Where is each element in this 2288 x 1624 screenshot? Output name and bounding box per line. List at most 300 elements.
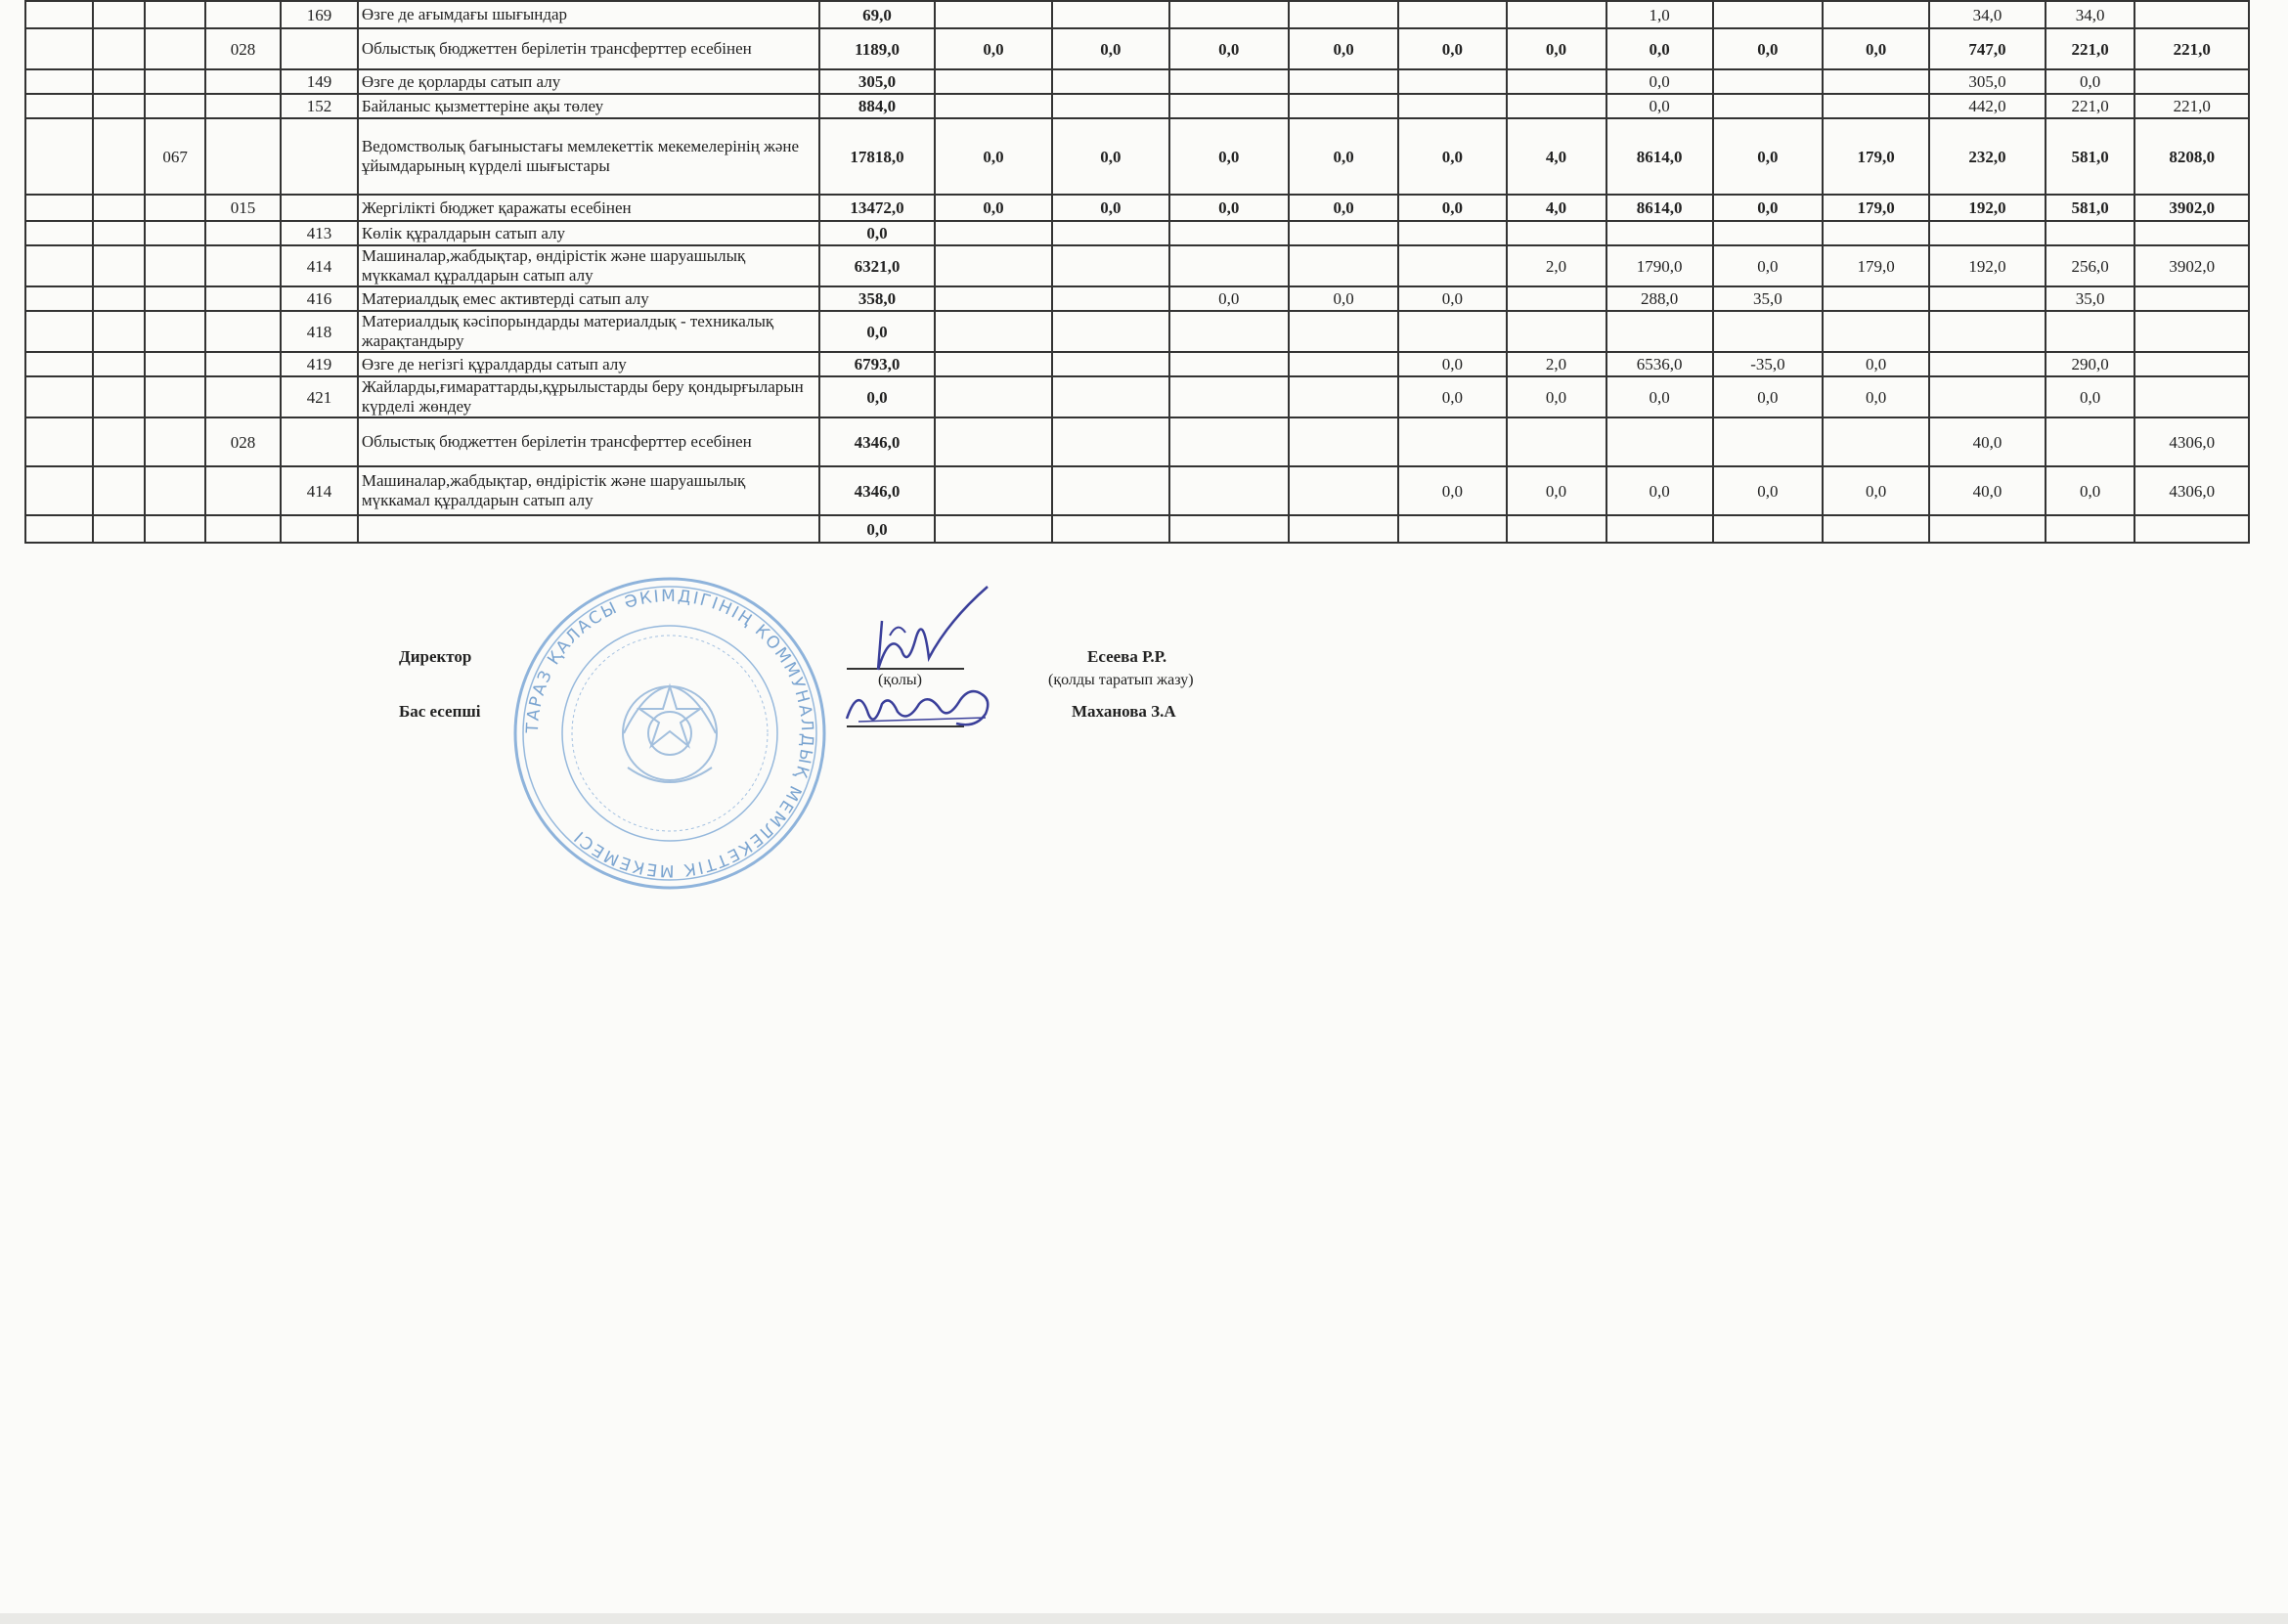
month-value-cell: [1929, 515, 2045, 543]
month-value-cell: [1052, 221, 1168, 245]
table-row: [25, 376, 2249, 417]
month-value-cell: 0,0: [1713, 118, 1823, 195]
month-value-cell: 0,0: [1052, 28, 1168, 69]
month-value-cell: [1169, 94, 1289, 118]
table-row: [25, 311, 2249, 352]
table-row: [25, 195, 2249, 221]
table-row: [25, 28, 2249, 69]
total-cell: 17818,0: [819, 118, 934, 195]
subprogram-code-cell: 028: [205, 417, 282, 466]
month-value-cell: 0,0: [1507, 376, 1606, 417]
table-row: [25, 118, 2249, 195]
month-value-cell: [1169, 352, 1289, 376]
month-value-cell: 1790,0: [1606, 245, 1713, 286]
month-value-cell: 192,0: [1929, 245, 2045, 286]
program-code-cell: [145, 417, 204, 466]
month-value-cell: 256,0: [2046, 245, 2135, 286]
month-value-cell: [1823, 311, 1929, 352]
month-value-cell: [1823, 221, 1929, 245]
accountant-name: Маханова З.А: [1072, 702, 1176, 721]
program-code-cell: [145, 195, 204, 221]
specifics-code-cell: 413: [281, 221, 358, 245]
month-value-cell: 0,0: [1289, 195, 1398, 221]
month-value-cell: [1713, 221, 1823, 245]
month-value-cell: [1507, 286, 1606, 311]
signature-block: [0, 606, 2288, 900]
item-name-cell: Өзге де ағымдағы шығындар: [358, 1, 820, 28]
month-value-cell: [1289, 311, 1398, 352]
total-cell: 884,0: [819, 94, 934, 118]
month-value-cell: [1929, 376, 2045, 417]
month-value-cell: [1169, 311, 1289, 352]
program-code-cell: [145, 311, 204, 352]
month-value-cell: [935, 69, 1052, 94]
month-value-cell: 2,0: [1507, 352, 1606, 376]
signature-caption: (қолы): [878, 672, 922, 688]
month-value-cell: 0,0: [1713, 245, 1823, 286]
month-value-cell: [1398, 311, 1506, 352]
month-value-cell: 0,0: [1052, 118, 1168, 195]
month-value-cell: [1713, 94, 1823, 118]
month-value-cell: [1606, 515, 1713, 543]
month-value-cell: 0,0: [1398, 286, 1506, 311]
month-value-cell: [1823, 69, 1929, 94]
month-value-cell: 0,0: [1398, 352, 1506, 376]
month-value-cell: [1507, 417, 1606, 466]
month-value-cell: [1289, 94, 1398, 118]
code-cell: [25, 118, 93, 195]
month-value-cell: [1713, 1, 1823, 28]
month-value-cell: 747,0: [1929, 28, 2045, 69]
subprogram-code-cell: 028: [205, 28, 282, 69]
month-value-cell: [1169, 221, 1289, 245]
total-cell: 0,0: [819, 376, 934, 417]
month-value-cell: 40,0: [1929, 466, 2045, 515]
month-value-cell: [1823, 417, 1929, 466]
month-value-cell: 581,0: [2046, 118, 2135, 195]
subprogram-code-cell: [205, 94, 282, 118]
month-value-cell: 4306,0: [2134, 417, 2249, 466]
item-name-cell: Материалдық кәсіпорындарды материалдық - техникалық жарақтандыру: [358, 311, 820, 352]
specifics-code-cell: 169: [281, 1, 358, 28]
month-value-cell: [2134, 221, 2249, 245]
month-value-cell: 0,0: [1169, 118, 1289, 195]
month-value-cell: 232,0: [1929, 118, 2045, 195]
month-value-cell: [1289, 515, 1398, 543]
month-value-cell: 0,0: [2046, 69, 2135, 94]
month-value-cell: [935, 221, 1052, 245]
total-cell: 6793,0: [819, 352, 934, 376]
month-value-cell: [1398, 221, 1506, 245]
stamp-text: ТАРАЗ ҚАЛАСЫ ӘКІМДІГІНІҢ КОММУНАЛДЫҚ МЕМЛЕКЕТТІК МЕКЕМЕСІ: [522, 586, 817, 881]
month-value-cell: 0,0: [1507, 28, 1606, 69]
month-value-cell: [1713, 515, 1823, 543]
item-name-cell: Машиналар,жабдықтар, өндірістік және шаруашылық мүккамал құралдарын сатып алу: [358, 466, 820, 515]
month-value-cell: [1713, 311, 1823, 352]
subprogram-code-cell: [205, 352, 282, 376]
code-cell: [25, 245, 93, 286]
subprogram-code-cell: [205, 1, 282, 28]
item-name-cell: Өзге де негізгі құралдарды сатып алу: [358, 352, 820, 376]
month-value-cell: 0,0: [1713, 376, 1823, 417]
month-value-cell: 221,0: [2134, 28, 2249, 69]
total-cell: 0,0: [819, 311, 934, 352]
month-value-cell: [1169, 69, 1289, 94]
item-name-cell: Машиналар,жабдықтар, өндірістік және шаруашылық мүккамал құралдарын сатып алу: [358, 245, 820, 286]
month-value-cell: [1823, 515, 1929, 543]
month-value-cell: [1052, 94, 1168, 118]
code-cell: [25, 195, 93, 221]
month-value-cell: 0,0: [1606, 94, 1713, 118]
table-row: [25, 515, 2249, 543]
director-handwritten-signature: [860, 582, 1007, 689]
table-row: [25, 1, 2249, 28]
program-cell: [93, 1, 145, 28]
month-value-cell: [1169, 417, 1289, 466]
subprogram-code-cell: [205, 311, 282, 352]
month-value-cell: [1169, 245, 1289, 286]
month-value-cell: [1169, 515, 1289, 543]
month-value-cell: [1398, 1, 1506, 28]
month-value-cell: [1823, 286, 1929, 311]
month-value-cell: [1289, 352, 1398, 376]
specifics-code-cell: 418: [281, 311, 358, 352]
month-value-cell: [935, 94, 1052, 118]
specifics-code-cell: 421: [281, 376, 358, 417]
month-value-cell: 288,0: [1606, 286, 1713, 311]
month-value-cell: 40,0: [1929, 417, 2045, 466]
month-value-cell: 0,0: [1398, 118, 1506, 195]
program-cell: [93, 352, 145, 376]
month-value-cell: 0,0: [1606, 376, 1713, 417]
item-name-cell: Облыстық бюджеттен берілетін трансферттер есебінен: [358, 28, 820, 69]
month-value-cell: 8614,0: [1606, 118, 1713, 195]
code-cell: [25, 466, 93, 515]
specifics-code-cell: [281, 195, 358, 221]
month-value-cell: 0,0: [1398, 28, 1506, 69]
total-cell: 6321,0: [819, 245, 934, 286]
month-value-cell: [2046, 221, 2135, 245]
total-cell: 358,0: [819, 286, 934, 311]
month-value-cell: 0,0: [1289, 118, 1398, 195]
month-value-cell: 0,0: [935, 195, 1052, 221]
month-value-cell: 6536,0: [1606, 352, 1713, 376]
month-value-cell: [935, 245, 1052, 286]
accountant-handwritten-signature: [839, 675, 1005, 733]
month-value-cell: [1398, 515, 1506, 543]
code-cell: [25, 352, 93, 376]
month-value-cell: 305,0: [1929, 69, 2045, 94]
month-value-cell: -35,0: [1713, 352, 1823, 376]
budget-table: [24, 0, 2250, 544]
month-value-cell: 0,0: [1713, 466, 1823, 515]
month-value-cell: [2134, 376, 2249, 417]
month-value-cell: 34,0: [1929, 1, 2045, 28]
program-cell: [93, 417, 145, 466]
month-value-cell: 0,0: [1289, 28, 1398, 69]
month-value-cell: 290,0: [2046, 352, 2135, 376]
subprogram-code-cell: [205, 245, 282, 286]
month-value-cell: [2134, 352, 2249, 376]
table-row: [25, 69, 2249, 94]
code-cell: [25, 311, 93, 352]
subprogram-code-cell: 015: [205, 195, 282, 221]
month-value-cell: [2046, 515, 2135, 543]
month-value-cell: [1289, 245, 1398, 286]
specifics-code-cell: [281, 515, 358, 543]
month-value-cell: [1052, 515, 1168, 543]
month-value-cell: [1606, 311, 1713, 352]
month-value-cell: [2134, 286, 2249, 311]
program-code-cell: [145, 1, 204, 28]
month-value-cell: 4,0: [1507, 118, 1606, 195]
month-value-cell: [1052, 286, 1168, 311]
table-row: [25, 417, 2249, 466]
month-value-cell: [1507, 515, 1606, 543]
month-value-cell: [1289, 466, 1398, 515]
month-value-cell: [1398, 417, 1506, 466]
month-value-cell: 0,0: [935, 118, 1052, 195]
month-value-cell: [2046, 417, 2135, 466]
month-value-cell: 0,0: [1398, 195, 1506, 221]
month-value-cell: [2134, 69, 2249, 94]
total-cell: 13472,0: [819, 195, 934, 221]
subprogram-code-cell: [205, 286, 282, 311]
code-cell: [25, 515, 93, 543]
program-code-cell: [145, 286, 204, 311]
total-cell: 0,0: [819, 515, 934, 543]
specifics-code-cell: 414: [281, 245, 358, 286]
program-cell: [93, 195, 145, 221]
month-value-cell: [1052, 376, 1168, 417]
program-cell: [93, 376, 145, 417]
month-value-cell: [1169, 376, 1289, 417]
month-value-cell: [1169, 466, 1289, 515]
total-cell: 1189,0: [819, 28, 934, 69]
month-value-cell: [1052, 69, 1168, 94]
month-value-cell: [935, 286, 1052, 311]
month-value-cell: [935, 417, 1052, 466]
month-value-cell: 0,0: [1052, 195, 1168, 221]
program-code-cell: 067: [145, 118, 204, 195]
month-value-cell: 0,0: [1606, 28, 1713, 69]
month-value-cell: [1169, 1, 1289, 28]
month-value-cell: [1929, 221, 2045, 245]
program-code-cell: [145, 466, 204, 515]
month-value-cell: [1823, 1, 1929, 28]
specifics-code-cell: [281, 417, 358, 466]
month-value-cell: 4,0: [1507, 195, 1606, 221]
month-value-cell: 8614,0: [1606, 195, 1713, 221]
program-cell: [93, 69, 145, 94]
program-cell: [93, 311, 145, 352]
month-value-cell: 0,0: [1507, 466, 1606, 515]
item-name-cell: Ведомстволық бағыныстағы мемлекеттік мекемелерінің және ұйымдарының күрделі шығыстары: [358, 118, 820, 195]
specifics-code-cell: 149: [281, 69, 358, 94]
month-value-cell: 4306,0: [2134, 466, 2249, 515]
month-value-cell: 0,0: [1398, 466, 1506, 515]
month-value-cell: [1507, 1, 1606, 28]
month-value-cell: 35,0: [2046, 286, 2135, 311]
month-value-cell: [1398, 245, 1506, 286]
scan-edge: [0, 1613, 2288, 1624]
month-value-cell: [1398, 69, 1506, 94]
program-code-cell: [145, 352, 204, 376]
code-cell: [25, 417, 93, 466]
specifics-code-cell: [281, 28, 358, 69]
subprogram-code-cell: [205, 376, 282, 417]
month-value-cell: 0,0: [935, 28, 1052, 69]
month-value-cell: 0,0: [2046, 466, 2135, 515]
total-cell: 4346,0: [819, 417, 934, 466]
director-name: Есеева Р.Р.: [1087, 647, 1167, 666]
subprogram-code-cell: [205, 466, 282, 515]
table-row: [25, 466, 2249, 515]
month-value-cell: 8208,0: [2134, 118, 2249, 195]
code-cell: [25, 69, 93, 94]
total-cell: 4346,0: [819, 466, 934, 515]
month-value-cell: [2134, 515, 2249, 543]
program-code-cell: [145, 28, 204, 69]
month-value-cell: [1606, 417, 1713, 466]
month-value-cell: 35,0: [1713, 286, 1823, 311]
month-value-cell: [935, 466, 1052, 515]
month-value-cell: 192,0: [1929, 195, 2045, 221]
month-value-cell: 2,0: [1507, 245, 1606, 286]
program-cell: [93, 286, 145, 311]
month-value-cell: 0,0: [1823, 352, 1929, 376]
month-value-cell: [1398, 94, 1506, 118]
month-value-cell: [935, 352, 1052, 376]
item-name-cell: Өзге де қорларды сатып алу: [358, 69, 820, 94]
program-code-cell: [145, 69, 204, 94]
specifics-code-cell: 419: [281, 352, 358, 376]
specifics-code-cell: [281, 118, 358, 195]
month-value-cell: 0,0: [1606, 466, 1713, 515]
total-cell: 0,0: [819, 221, 934, 245]
name-caption: (қолды таратып жазу): [1048, 672, 1194, 688]
item-name-cell: Жергілікті бюджет қаражаты есебінен: [358, 195, 820, 221]
program-cell: [93, 515, 145, 543]
code-cell: [25, 28, 93, 69]
month-value-cell: [1507, 221, 1606, 245]
month-value-cell: [1052, 311, 1168, 352]
program-code-cell: [145, 376, 204, 417]
month-value-cell: [1507, 311, 1606, 352]
table-row: [25, 94, 2249, 118]
specifics-code-cell: 416: [281, 286, 358, 311]
month-value-cell: 0,0: [1289, 286, 1398, 311]
month-value-cell: 179,0: [1823, 118, 1929, 195]
item-name-cell: Жайларды,ғимараттарды,құрылыстарды беру қондырғыларын күрделі жөндеу: [358, 376, 820, 417]
month-value-cell: 581,0: [2046, 195, 2135, 221]
month-value-cell: [1507, 69, 1606, 94]
month-value-cell: 34,0: [2046, 1, 2135, 28]
item-name-cell: [358, 515, 820, 543]
month-value-cell: 221,0: [2046, 94, 2135, 118]
month-value-cell: [1052, 417, 1168, 466]
program-code-cell: [145, 94, 204, 118]
month-value-cell: [935, 376, 1052, 417]
month-value-cell: 0,0: [1398, 376, 1506, 417]
month-value-cell: 0,0: [2046, 376, 2135, 417]
month-value-cell: 0,0: [1823, 28, 1929, 69]
month-value-cell: [1823, 94, 1929, 118]
accountant-label: Бас есепші: [399, 702, 481, 721]
code-cell: [25, 221, 93, 245]
month-value-cell: [1052, 245, 1168, 286]
month-value-cell: [1713, 69, 1823, 94]
month-value-cell: 0,0: [1823, 376, 1929, 417]
month-value-cell: [935, 311, 1052, 352]
code-cell: [25, 1, 93, 28]
total-cell: 305,0: [819, 69, 934, 94]
item-name-cell: Көлік құралдарын сатып алу: [358, 221, 820, 245]
program-code-cell: [145, 245, 204, 286]
director-label: Директор: [399, 647, 472, 666]
month-value-cell: [1929, 286, 2045, 311]
subprogram-code-cell: [205, 221, 282, 245]
month-value-cell: [1289, 221, 1398, 245]
table-row: [25, 286, 2249, 311]
item-name-cell: Байланыс қызметтеріне ақы төлеу: [358, 94, 820, 118]
month-value-cell: 0,0: [1606, 69, 1713, 94]
month-value-cell: 0,0: [1713, 28, 1823, 69]
table-row: [25, 221, 2249, 245]
month-value-cell: 3902,0: [2134, 195, 2249, 221]
month-value-cell: [1929, 311, 2045, 352]
program-cell: [93, 94, 145, 118]
table-row: [25, 352, 2249, 376]
month-value-cell: [1289, 69, 1398, 94]
month-value-cell: [1052, 352, 1168, 376]
month-value-cell: [1289, 1, 1398, 28]
item-name-cell: Облыстық бюджеттен берілетін трансферттер есебінен: [358, 417, 820, 466]
month-value-cell: [935, 515, 1052, 543]
month-value-cell: 442,0: [1929, 94, 2045, 118]
program-cell: [93, 221, 145, 245]
total-cell: 69,0: [819, 1, 934, 28]
subprogram-code-cell: [205, 69, 282, 94]
month-value-cell: 0,0: [1713, 195, 1823, 221]
month-value-cell: [1507, 94, 1606, 118]
specifics-code-cell: 414: [281, 466, 358, 515]
program-cell: [93, 245, 145, 286]
month-value-cell: [1606, 221, 1713, 245]
month-value-cell: [2046, 311, 2135, 352]
month-value-cell: [1289, 417, 1398, 466]
code-cell: [25, 94, 93, 118]
month-value-cell: 1,0: [1606, 1, 1713, 28]
month-value-cell: [1052, 466, 1168, 515]
program-code-cell: [145, 515, 204, 543]
month-value-cell: 0,0: [1169, 28, 1289, 69]
month-value-cell: 221,0: [2134, 94, 2249, 118]
subprogram-code-cell: [205, 118, 282, 195]
code-cell: [25, 286, 93, 311]
program-cell: [93, 118, 145, 195]
month-value-cell: 0,0: [1169, 195, 1289, 221]
specifics-code-cell: 152: [281, 94, 358, 118]
code-cell: [25, 376, 93, 417]
month-value-cell: [2134, 311, 2249, 352]
month-value-cell: [2134, 1, 2249, 28]
program-cell: [93, 28, 145, 69]
table-row: [25, 245, 2249, 286]
program-cell: [93, 466, 145, 515]
month-value-cell: 0,0: [1823, 466, 1929, 515]
month-value-cell: [935, 1, 1052, 28]
